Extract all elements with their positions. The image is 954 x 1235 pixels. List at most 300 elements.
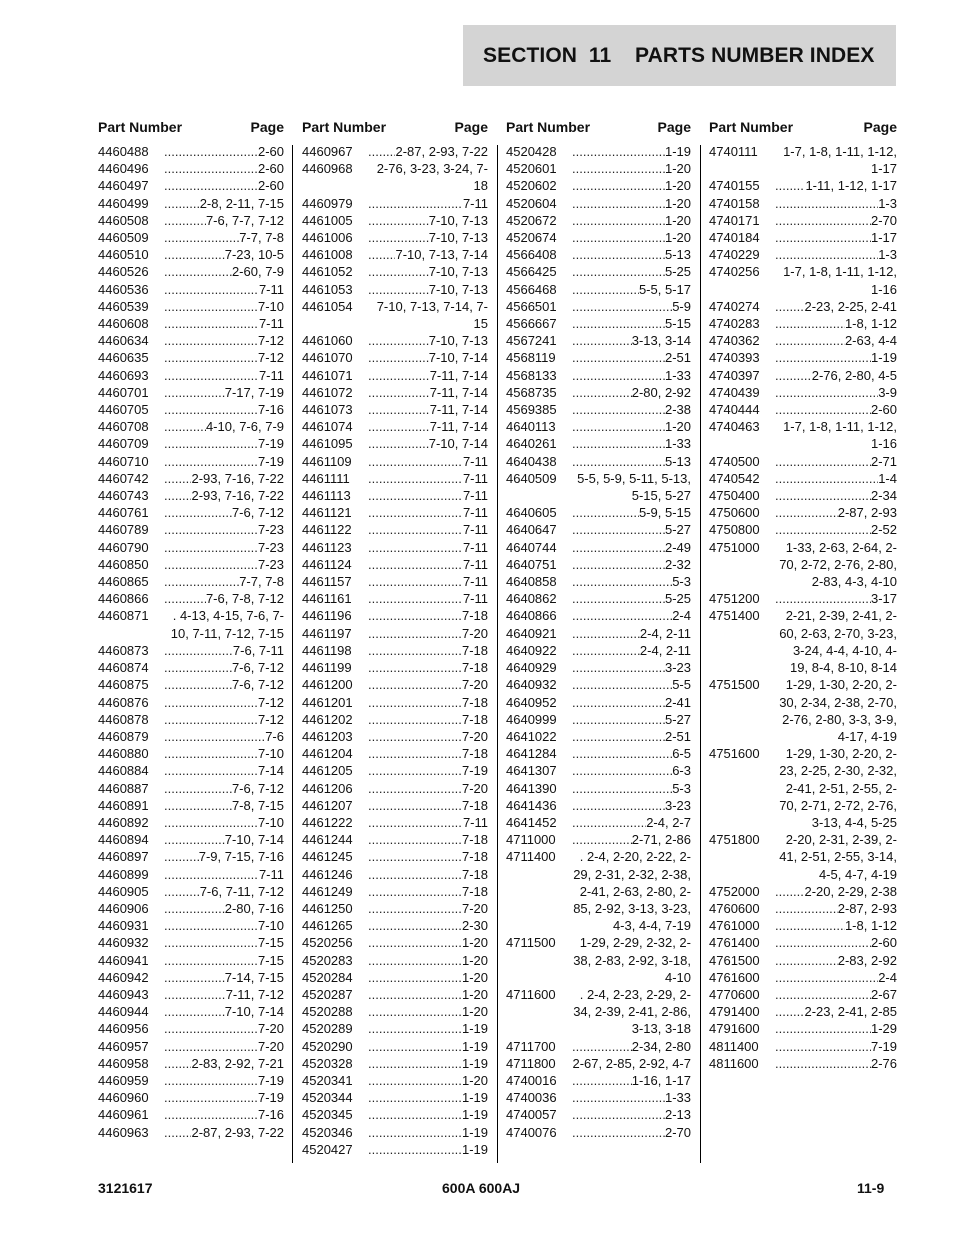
leader-dots	[368, 969, 462, 986]
leader-dots	[164, 1124, 191, 1141]
leader-dots	[572, 160, 665, 177]
part-number: 4461201	[302, 694, 353, 710]
part-number: 4566667	[506, 316, 557, 332]
part-number: 4460894	[98, 832, 149, 848]
page-reference: 6-3	[672, 763, 691, 779]
page-reference: 7-7, 7-8	[239, 230, 284, 246]
page-reference: 7-11, 7-14	[429, 419, 488, 435]
page-reference: 5-9, 5-15	[638, 505, 691, 521]
part-number: 4460635	[98, 350, 149, 366]
part-number: 4640605	[506, 505, 557, 521]
part-number: 4711700	[506, 1038, 556, 1054]
page-reference: 7-18	[461, 746, 488, 762]
leader-dots	[368, 521, 463, 538]
leader-dots	[572, 607, 672, 624]
index-row	[302, 418, 488, 435]
index-row	[302, 1055, 488, 1072]
leader-dots	[775, 367, 812, 384]
page-reference: 2-67	[870, 986, 897, 1002]
leader-dots	[572, 625, 640, 642]
part-number: 4460539	[98, 298, 149, 314]
leader-dots	[572, 195, 665, 212]
leader-dots	[164, 160, 258, 177]
page-reference: 2-52	[870, 522, 897, 538]
page-reference: 2-30	[461, 918, 488, 934]
page-reference: 1-20	[664, 178, 691, 194]
part-number: 4460488	[98, 144, 149, 159]
page-reference: 7-11	[258, 367, 284, 383]
leader-dots	[164, 332, 258, 349]
page-reference: 1-8, 1-12	[844, 316, 897, 332]
page-reference: 2-60	[257, 161, 284, 177]
index-row	[302, 986, 488, 1003]
index-row	[506, 401, 691, 418]
index-row	[709, 934, 897, 951]
index-row	[709, 831, 897, 883]
part-number: 4740111	[709, 144, 758, 159]
leader-dots	[164, 1089, 258, 1106]
part-number: 4520345	[302, 1107, 353, 1123]
page-reference: 7-18	[461, 832, 488, 848]
leader-dots	[572, 246, 665, 263]
leader-dots	[368, 1003, 462, 1020]
leader-dots	[368, 1038, 462, 1055]
part-number: 4460701	[98, 384, 149, 400]
part-number: 4460705	[98, 402, 149, 418]
footer-model: 600A 600AJ	[442, 1180, 521, 1196]
leader-dots	[368, 435, 429, 452]
part-number: 4460497	[98, 178, 149, 194]
leader-dots	[164, 745, 258, 762]
leader-dots	[572, 745, 672, 762]
leader-dots	[368, 745, 462, 762]
leader-dots	[164, 883, 200, 900]
part-number: 4460866	[98, 591, 149, 607]
page-reference: 7-10, 7-14	[224, 832, 284, 848]
part-number: 4461054	[302, 298, 353, 314]
part-number: 4460967	[302, 144, 353, 159]
index-row	[98, 504, 284, 521]
page-reference: 7-6, 7-12	[231, 780, 284, 796]
index-row	[98, 539, 284, 556]
page-reference: 7-6, 7-11, 7-12	[199, 883, 284, 899]
index-row	[98, 642, 284, 659]
leader-dots	[368, 1141, 462, 1158]
page-reference: 3-17	[870, 591, 897, 607]
page-reference: 7-23	[257, 522, 284, 538]
part-number: 4640866	[506, 608, 557, 624]
page-heading: Page	[454, 119, 488, 135]
leader-dots	[164, 246, 225, 263]
part-number: 4751500	[709, 677, 760, 693]
page-reference: 7-12	[257, 333, 284, 349]
page-reference: 2-4, 2-11	[639, 642, 691, 658]
page-reference: 7-11	[462, 470, 488, 486]
part-number: 4461161	[302, 591, 352, 607]
part-number: 4641452	[506, 814, 557, 830]
index-row	[506, 315, 691, 332]
leader-dots	[572, 590, 665, 607]
page-reference: 2-60	[870, 402, 897, 418]
part-number: 4791400	[709, 1004, 760, 1020]
page-reference: 2-4, 2-11	[639, 625, 691, 641]
page-reference: 5-9	[672, 298, 691, 314]
part-number: 4640858	[506, 574, 557, 590]
index-row	[302, 212, 488, 229]
part-number: 4770600	[709, 986, 760, 1002]
page-reference: 1-33	[664, 436, 691, 452]
part-number: 4461121	[302, 505, 352, 521]
page-reference: 7-15	[257, 952, 284, 968]
index-row	[98, 1055, 284, 1072]
index-row	[98, 900, 284, 917]
leader-dots	[775, 298, 804, 315]
index-row	[98, 315, 284, 332]
leader-dots	[368, 728, 462, 745]
index-row	[98, 212, 284, 229]
part-number: 4520256	[302, 935, 353, 951]
part-number: 4460634	[98, 333, 149, 349]
part-number: 4520428	[506, 144, 557, 159]
index-row	[302, 1038, 488, 1055]
index-row	[98, 195, 284, 212]
footer-doc-number: 3121617	[98, 1180, 153, 1196]
leader-dots	[368, 831, 462, 848]
part-number: 4640932	[506, 677, 557, 693]
index-row	[506, 1106, 691, 1123]
leader-dots	[164, 384, 225, 401]
part-number: 4740362	[709, 333, 760, 349]
leader-dots	[775, 969, 878, 986]
page-reference: 7-10, 7-13	[428, 333, 488, 349]
leader-dots	[775, 384, 878, 401]
leader-dots	[368, 900, 462, 917]
part-number: 4460761	[98, 505, 149, 521]
part-number: 4740439	[709, 384, 760, 400]
part-number: 4750400	[709, 488, 760, 504]
page-reference: 5-5, 5-9, 5-11, 5-13, 5-15, 5-27	[577, 470, 691, 504]
index-row	[506, 797, 691, 814]
part-number: 4740256	[709, 264, 760, 280]
index-row	[506, 332, 691, 349]
leader-dots	[572, 263, 665, 280]
part-number: 4520289	[302, 1021, 353, 1037]
part-number: 4460884	[98, 763, 149, 779]
page-reference: 2-20, 2-29, 2-38	[804, 883, 897, 899]
part-number: 4460875	[98, 677, 149, 693]
index-row	[98, 160, 284, 177]
part-number: 4640113	[506, 419, 556, 435]
page-reference: 7-18	[461, 849, 488, 865]
part-number: 4461070	[302, 350, 353, 366]
part-number: 4520287	[302, 986, 353, 1002]
part-number: 4520672	[506, 212, 557, 228]
part-number: 4640922	[506, 642, 557, 658]
page-reference: 2-32	[664, 556, 691, 572]
leader-dots	[572, 556, 665, 573]
leader-dots	[368, 212, 429, 229]
leader-dots	[572, 229, 665, 246]
index-row	[506, 762, 691, 779]
leader-dots	[164, 281, 259, 298]
index-row	[709, 969, 897, 986]
leader-dots	[164, 573, 239, 590]
leader-dots	[368, 332, 429, 349]
leader-dots	[164, 349, 258, 366]
page-reference: 1-19	[461, 1107, 488, 1123]
part-number: 4461265	[302, 918, 353, 934]
index-row	[709, 246, 897, 263]
page-reference: 4-10, 7-6, 7-9	[205, 419, 284, 435]
leader-dots	[164, 1038, 258, 1055]
leader-dots	[368, 780, 462, 797]
part-number: 4460887	[98, 780, 149, 796]
index-row	[302, 952, 488, 969]
index-row	[98, 1072, 284, 1089]
leader-dots	[572, 212, 665, 229]
leader-dots	[775, 1020, 871, 1037]
index-row	[709, 539, 897, 591]
index-row	[302, 780, 488, 797]
index-row	[98, 281, 284, 298]
page-reference: 1-20	[664, 195, 691, 211]
leader-dots	[572, 659, 665, 676]
page-reference: 7-11, 7-12	[225, 986, 284, 1002]
part-number: 4461198	[302, 642, 352, 658]
index-row	[709, 367, 897, 384]
page-reference: 1-20	[461, 1004, 488, 1020]
part-number: 4461205	[302, 763, 353, 779]
page-reference: 1-19	[664, 144, 691, 159]
index-row	[98, 694, 284, 711]
index-row	[302, 349, 488, 366]
part-number: 4567241	[506, 333, 557, 349]
index-row	[506, 281, 691, 298]
page-reference: 7-10, 7-14	[428, 436, 488, 452]
leader-dots	[164, 556, 258, 573]
index-row	[506, 986, 691, 1038]
part-number: 4740463	[709, 419, 760, 435]
part-number: 4568119	[506, 350, 556, 366]
page-reference: 5-13	[664, 247, 691, 263]
leader-dots	[164, 659, 232, 676]
leader-dots	[572, 831, 632, 848]
page-reference: 7-6, 7-12	[231, 660, 284, 676]
part-number: 4640744	[506, 539, 557, 555]
index-row	[98, 866, 284, 883]
page-reference: 7-20	[257, 1021, 284, 1037]
index-row	[302, 246, 488, 263]
leader-dots	[164, 780, 232, 797]
index-row	[506, 349, 691, 366]
leader-dots	[775, 349, 871, 366]
leader-dots	[164, 177, 258, 194]
index-row	[98, 246, 284, 263]
index-row	[302, 728, 488, 745]
page-reference: 2-60	[257, 144, 284, 159]
index-row	[709, 418, 897, 452]
leader-dots	[775, 590, 871, 607]
part-number: 4752000	[709, 883, 760, 899]
leader-dots	[164, 1055, 191, 1072]
index-row	[506, 160, 691, 177]
index-row	[506, 298, 691, 315]
index-row	[506, 745, 691, 762]
index-row	[98, 814, 284, 831]
page-reference: . 4-13, 4-15, 7-6, 7-10, 7-11, 7-12, 7-15	[170, 608, 284, 641]
page-reference: 2-60, 7-9	[231, 264, 284, 280]
page-reference: 7-11	[462, 453, 488, 469]
index-row	[302, 625, 488, 642]
index-row	[709, 401, 897, 418]
index-row	[506, 848, 691, 934]
part-number: 4460496	[98, 161, 149, 177]
leader-dots	[368, 1072, 462, 1089]
leader-dots	[775, 900, 838, 917]
page-reference: 7-6, 7-8, 7-12	[205, 591, 284, 607]
page-reference: 1-19	[461, 1090, 488, 1106]
leader-dots	[572, 797, 665, 814]
page-reference: 1-11, 1-12, 1-17	[805, 178, 897, 194]
part-number: 4460536	[98, 281, 149, 297]
index-row	[709, 487, 897, 504]
leader-dots	[775, 229, 871, 246]
leader-dots	[775, 246, 878, 263]
page-reference: 1-3	[878, 195, 897, 211]
part-number: 4461109	[302, 453, 352, 469]
index-row	[506, 659, 691, 676]
index-row	[302, 281, 488, 298]
page-reference: 7-20	[461, 625, 488, 641]
leader-dots	[164, 711, 258, 728]
index-row	[302, 195, 488, 212]
leader-dots	[164, 435, 258, 452]
part-number: 4740076	[506, 1124, 557, 1140]
index-row	[506, 263, 691, 280]
index-row	[302, 917, 488, 934]
leader-dots	[368, 487, 463, 504]
page-reference: 7-11	[258, 281, 284, 297]
leader-dots	[572, 332, 632, 349]
page-reference: 7-20	[461, 677, 488, 693]
part-number: 4740057	[506, 1107, 557, 1123]
page-reference: 2-38	[664, 402, 691, 418]
part-number: 4461113	[302, 488, 351, 504]
part-number: 4460932	[98, 935, 149, 951]
index-row	[98, 590, 284, 607]
index-row	[302, 711, 488, 728]
leader-dots	[572, 315, 665, 332]
leader-dots	[572, 453, 665, 470]
part-number: 4460876	[98, 694, 149, 710]
page-reference: 2-63, 4-4	[844, 333, 897, 349]
page-reference: 7-6, 7-11	[232, 642, 284, 658]
index-row	[302, 1124, 488, 1141]
index-row	[506, 418, 691, 435]
index-row	[302, 969, 488, 986]
page-reference: 7-11	[258, 316, 284, 332]
leader-dots	[572, 1038, 632, 1055]
index-row	[302, 487, 488, 504]
page-reference: 2-41	[664, 694, 691, 710]
page-reference: 6-5	[672, 746, 691, 762]
part-number: 4460968	[302, 161, 353, 177]
index-row	[302, 160, 488, 194]
leader-dots	[164, 521, 258, 538]
index-row	[98, 435, 284, 452]
leader-dots	[572, 349, 665, 366]
page-reference: 7-11, 7-14	[429, 384, 488, 400]
leader-dots	[572, 143, 665, 160]
part-number: 4461005	[302, 212, 353, 228]
index-row	[302, 556, 488, 573]
index-row	[506, 676, 691, 693]
leader-dots	[368, 229, 429, 246]
page-reference: 5-5	[672, 677, 691, 693]
index-row	[506, 1124, 691, 1141]
leader-dots	[368, 917, 462, 934]
part-number: 4751800	[709, 832, 760, 848]
index-row	[506, 1055, 691, 1072]
page-reference: 2-87, 2-93, 7-22	[191, 1124, 284, 1140]
page-reference: 7-18	[461, 608, 488, 624]
index-row	[98, 143, 284, 160]
index-row	[506, 212, 691, 229]
page-reference: 5-27	[664, 711, 691, 727]
index-row	[98, 367, 284, 384]
part-number: 4740274	[709, 298, 760, 314]
index-row	[98, 332, 284, 349]
index-row	[98, 470, 284, 487]
page-reference: . 2-4, 2-23, 2-29, 2-34, 2-39, 2-41, 2-86, 3-13, 3-18	[573, 986, 691, 1037]
index-row	[98, 521, 284, 538]
index-row	[302, 1003, 488, 1020]
page-reference: 2-76, 2-80, 4-5	[811, 367, 897, 383]
index-row	[302, 590, 488, 607]
part-number: 4460509	[98, 230, 149, 246]
index-row	[506, 780, 691, 797]
part-number: 4460880	[98, 746, 149, 762]
part-number: 4460891	[98, 797, 149, 813]
page-reference: 7-10, 7-14	[224, 1004, 284, 1020]
part-number: 4461202	[302, 711, 353, 727]
leader-dots	[368, 607, 462, 624]
leader-dots	[368, 504, 463, 521]
part-number: 4740016	[506, 1072, 557, 1088]
index-row	[98, 1106, 284, 1123]
part-number: 4711400	[506, 849, 556, 865]
index-row	[506, 143, 691, 160]
leader-dots	[572, 1124, 665, 1141]
part-number: 4460742	[98, 470, 149, 486]
part-number: 4460710	[98, 453, 149, 469]
part-number: 4461249	[302, 883, 353, 899]
part-number: 4740171	[709, 212, 760, 228]
part-number: 4520344	[302, 1090, 353, 1106]
page-reference: 2-23, 2-25, 2-41	[804, 298, 897, 314]
part-number: 4750800	[709, 522, 760, 538]
part-number: 4461123	[302, 539, 352, 555]
part-number: 4460941	[98, 952, 149, 968]
leader-dots	[164, 866, 259, 883]
index-row	[98, 453, 284, 470]
part-number: 4761500	[709, 952, 760, 968]
part-number: 4461124	[302, 556, 352, 572]
leader-dots	[775, 917, 845, 934]
leader-dots	[164, 453, 258, 470]
part-number: 4520284	[302, 969, 353, 985]
page-reference: 7-10, 7-13	[428, 212, 488, 228]
